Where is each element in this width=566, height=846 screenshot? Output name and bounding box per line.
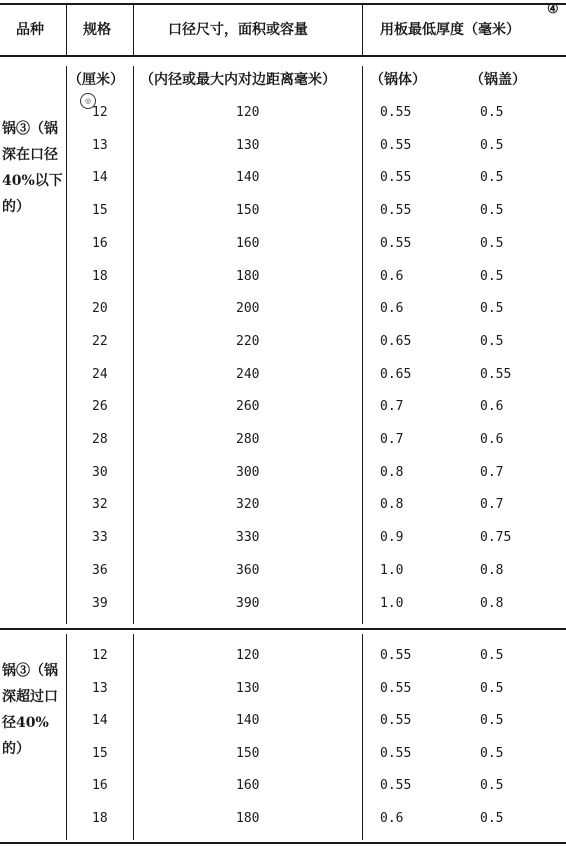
spec-cell: 12: [92, 648, 108, 663]
dimension-cell: 140: [236, 170, 260, 186]
lid-thickness-cell: 0.5: [480, 301, 504, 317]
dimension-cell: 130: [236, 680, 260, 696]
section1-category: [2, 116, 68, 220]
body-thickness-cell: 0.55: [380, 745, 412, 761]
body-col-divider-3: [362, 66, 363, 624]
spec-cell: 15: [92, 745, 108, 761]
category-line: 40%以下: [2, 173, 63, 189]
lid-thickness-cell: 0.8: [480, 562, 504, 578]
body2-col-divider-2: [133, 634, 134, 840]
header-col-divider-2: [133, 5, 134, 55]
subheader-dimension-unit: （内径或最大内对边距离毫米）: [140, 72, 336, 88]
spec-cell: 18: [92, 268, 108, 284]
dimension-cell: 120: [236, 648, 260, 663]
lid-thickness-cell: 0.5: [480, 268, 504, 284]
lid-thickness-cell: 0.5: [480, 137, 504, 153]
dimension-cell: 140: [236, 713, 260, 729]
header-spec: 规格: [83, 22, 111, 38]
spec-cell: 15: [92, 203, 108, 219]
ink-stamp-mark: ◎: [80, 93, 96, 109]
category-line: 深在口径: [2, 147, 58, 163]
header-thickness: 用板最低厚度（毫米）: [380, 22, 520, 38]
lid-thickness-cell: 0.5: [480, 235, 504, 251]
category-line: 锅③（锅: [2, 663, 58, 679]
section2-category: [2, 658, 68, 762]
body-thickness-cell: 0.55: [380, 713, 412, 729]
body-thickness-cell: 0.8: [380, 464, 404, 480]
body-thickness-cell: 0.55: [380, 137, 412, 153]
spec-cell: 24: [92, 366, 108, 382]
lid-thickness-cell: 0.5: [480, 333, 504, 349]
category-line: 锅③（锅: [2, 121, 58, 137]
body-thickness-cell: 0.7: [380, 399, 404, 415]
subheader-body-label: （锅体）: [370, 72, 426, 88]
bottom-rule: [0, 842, 566, 844]
lid-thickness-cell: 0.5: [480, 105, 504, 120]
body-thickness-cell: 0.55: [380, 203, 412, 219]
category-line: 径40%: [2, 715, 49, 731]
category-line: 的）: [2, 741, 30, 757]
spec-cell: 28: [92, 432, 108, 447]
body-thickness-cell: 0.8: [380, 497, 404, 513]
header-col-divider-1: [66, 5, 67, 55]
section-divider-rule: [0, 628, 566, 630]
spec-cell: 16: [92, 235, 108, 251]
lid-thickness-cell: 0.75: [480, 530, 512, 546]
spec-cell: 18: [92, 811, 108, 826]
lid-thickness-cell: 0.6: [480, 399, 504, 415]
lid-thickness-cell: 0.5: [480, 203, 504, 219]
dimension-cell: 330: [236, 530, 260, 546]
spec-cell: 33: [92, 530, 108, 546]
lid-thickness-cell: 0.8: [480, 595, 504, 611]
spec-cell: 20: [92, 301, 108, 317]
lid-thickness-cell: 0.5: [480, 778, 504, 794]
lid-thickness-cell: 0.7: [480, 464, 504, 480]
dimension-cell: 130: [236, 137, 260, 153]
spec-cell: 30: [92, 464, 108, 480]
lid-thickness-cell: 0.55: [480, 366, 512, 382]
body2-col-divider-3: [362, 634, 363, 840]
dimension-cell: 390: [236, 595, 260, 611]
body-thickness-cell: 0.6: [380, 301, 404, 317]
header-variety: 品种: [16, 22, 44, 38]
dimension-cell: 150: [236, 203, 260, 219]
body-thickness-cell: 0.65: [380, 333, 412, 349]
dimension-cell: 280: [236, 432, 260, 447]
dimension-cell: 120: [236, 105, 260, 120]
subheader-lid-label: （锅盖）: [470, 72, 526, 88]
spec-cell: 13: [92, 680, 108, 696]
body-thickness-cell: 0.55: [380, 680, 412, 696]
spec-cell: 22: [92, 333, 108, 349]
spec-cell: 39: [92, 595, 108, 611]
lid-thickness-cell: 0.5: [480, 648, 504, 663]
lid-thickness-cell: 0.6: [480, 432, 504, 447]
dimension-cell: 260: [236, 399, 260, 415]
lid-thickness-cell: 0.5: [480, 811, 504, 826]
body-col-divider-2: [133, 66, 134, 624]
lid-thickness-cell: 0.5: [480, 680, 504, 696]
body-thickness-cell: 0.6: [380, 811, 404, 826]
header-rule: [0, 55, 566, 57]
body-thickness-cell: 0.55: [380, 648, 412, 663]
body-thickness-cell: 1.0: [380, 562, 404, 578]
top-rule: [0, 3, 566, 5]
body-thickness-cell: 0.55: [380, 235, 412, 251]
body-thickness-cell: 0.65: [380, 366, 412, 382]
dimension-cell: 180: [236, 268, 260, 284]
lid-thickness-cell: 0.7: [480, 497, 504, 513]
spec-cell: 16: [92, 778, 108, 794]
spec-cell: 26: [92, 399, 108, 415]
category-line: 深超过口: [2, 689, 58, 705]
dimension-cell: 320: [236, 497, 260, 513]
dimension-cell: 150: [236, 745, 260, 761]
spec-cell: 14: [92, 170, 108, 186]
spec-cell: 13: [92, 137, 108, 153]
dimension-cell: 240: [236, 366, 260, 382]
body-thickness-cell: 0.7: [380, 432, 404, 447]
category-line: 的）: [2, 199, 30, 215]
dimension-cell: 300: [236, 464, 260, 480]
body-thickness-cell: 1.0: [380, 595, 404, 611]
dimension-cell: 220: [236, 333, 260, 349]
footnote-marker: ④: [547, 2, 559, 17]
spec-cell: 14: [92, 713, 108, 729]
spec-cell: 36: [92, 562, 108, 578]
body-thickness-cell: 0.55: [380, 105, 412, 120]
body-thickness-cell: 0.6: [380, 268, 404, 284]
lid-thickness-cell: 0.5: [480, 745, 504, 761]
dimension-cell: 200: [236, 301, 260, 317]
header-col-divider-3: [362, 5, 363, 55]
dimension-cell: 360: [236, 562, 260, 578]
lid-thickness-cell: 0.5: [480, 713, 504, 729]
lid-thickness-cell: 0.5: [480, 170, 504, 186]
body-thickness-cell: 0.9: [380, 530, 404, 546]
dimension-cell: 160: [236, 778, 260, 794]
spec-cell: 12: [92, 105, 108, 120]
dimension-cell: 180: [236, 811, 260, 826]
subheader-spec-unit: （厘米）: [68, 72, 124, 88]
body-thickness-cell: 0.55: [380, 778, 412, 794]
body-thickness-cell: 0.55: [380, 170, 412, 186]
dimension-cell: 160: [236, 235, 260, 251]
header-dimension: 口径尺寸，面积或容量: [168, 22, 308, 38]
spec-cell: 32: [92, 497, 108, 513]
